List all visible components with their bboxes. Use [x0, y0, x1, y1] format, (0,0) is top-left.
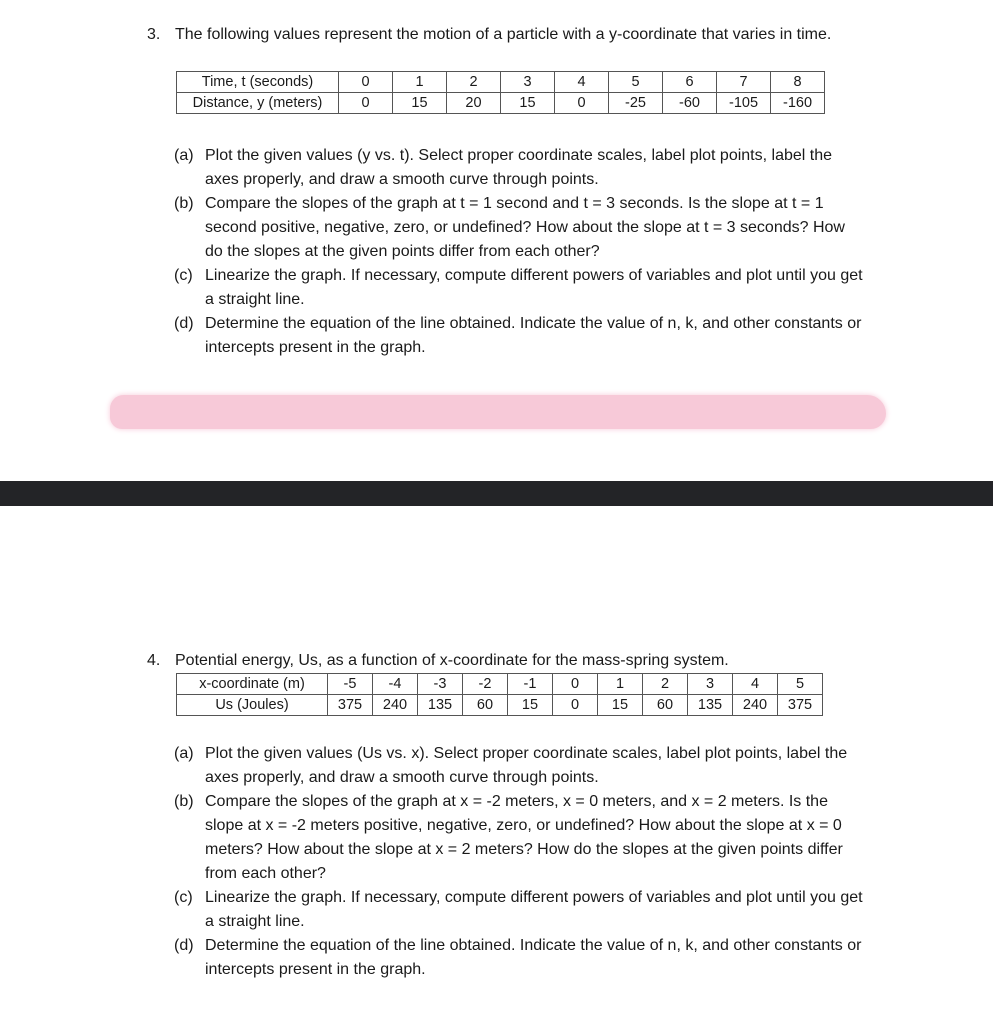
table-cell: 0 [339, 93, 393, 114]
table-cell: 135 [688, 695, 733, 716]
table-cell: 6 [663, 72, 717, 93]
table-cell: 20 [447, 93, 501, 114]
table-row [177, 695, 823, 716]
table-cell: 135 [418, 695, 463, 716]
table-cell: 375 [328, 695, 373, 716]
table-cell: 1 [598, 674, 643, 695]
problem-4-parts [174, 742, 864, 982]
table-cell: 3 [688, 674, 733, 695]
part-text: Compare the slopes of the graph at t = 1 second and t = 3 seconds. Is the slope at t = 1 second positive, negative, zero, or undefined? How about the slope at t = 3 seconds? How do the slopes at the given points differ from each other? [205, 195, 845, 260]
table-cell: -60 [663, 93, 717, 114]
part-label: (d) [174, 937, 194, 954]
table-cell: 7 [717, 72, 771, 93]
row-header: Distance, y (meters) [177, 93, 339, 114]
problem-number: 3. [147, 26, 161, 43]
data-table [176, 673, 823, 716]
problem-4-stem [147, 650, 867, 672]
table-cell: 3 [501, 72, 555, 93]
part-label: (c) [174, 889, 193, 906]
table-cell: -25 [609, 93, 663, 114]
table-row [177, 674, 823, 695]
table-cell: -2 [463, 674, 508, 695]
table-cell: -105 [717, 93, 771, 114]
table-cell: -1 [508, 674, 553, 695]
row-header: Time, t (seconds) [177, 72, 339, 93]
part-a [174, 144, 864, 192]
part-text: Compare the slopes of the graph at x = -2 meters, x = 0 meters, and x = 2 meters. Is the slope at x = -2 meters positive, negative, zero, or undefined? How about the slope at x = 0 meters? How about the slope at x = 2 meters? How do the slopes at the given points differ from each other? [205, 793, 843, 882]
part-text: Determine the equation of the line obtained. Indicate the value of n, k, and other constants or intercepts present in the graph. [205, 937, 862, 978]
table-cell: 240 [733, 695, 778, 716]
problem-statement: The following values represent the motion of a particle with a y-coordinate that varies in time. [175, 26, 832, 43]
row-header: Us (Joules) [177, 695, 328, 716]
table-cell: 0 [339, 72, 393, 93]
part-label: (d) [174, 315, 194, 332]
table-cell: 0 [553, 674, 598, 695]
problem-3-stem [147, 24, 867, 68]
table-cell: 2 [643, 674, 688, 695]
table-cell: 0 [553, 695, 598, 716]
part-c [174, 264, 864, 312]
table-cell: 15 [393, 93, 447, 114]
table-cell: 240 [373, 695, 418, 716]
part-label: (b) [174, 195, 194, 212]
data-table [176, 71, 825, 114]
part-text: Linearize the graph. If necessary, compute different powers of variables and plot until you get a straight line. [205, 267, 863, 308]
part-label: (a) [174, 147, 194, 164]
table-cell: -160 [771, 93, 825, 114]
part-label: (a) [174, 745, 194, 762]
table-cell: 0 [555, 93, 609, 114]
part-c [174, 886, 864, 934]
table-cell: 60 [643, 695, 688, 716]
problem-3-parts [174, 144, 864, 360]
part-a [174, 742, 864, 790]
part-b [174, 192, 864, 264]
pink-highlight-redaction [110, 395, 886, 429]
part-b [174, 790, 864, 886]
table-cell: 60 [463, 695, 508, 716]
table-cell: 15 [598, 695, 643, 716]
part-d [174, 312, 864, 360]
table-cell: 4 [733, 674, 778, 695]
table-cell: 8 [771, 72, 825, 93]
table-cell: -5 [328, 674, 373, 695]
table-cell: 1 [393, 72, 447, 93]
table-cell: 15 [508, 695, 553, 716]
problem-statement: Potential energy, Us, as a function of x-coordinate for the mass-spring system. [175, 652, 729, 669]
table-cell: -3 [418, 674, 463, 695]
table-cell: 4 [555, 72, 609, 93]
problem-number: 4. [147, 652, 161, 669]
table-cell: 375 [778, 695, 823, 716]
part-text: Linearize the graph. If necessary, compute different powers of variables and plot until you get a straight line. [205, 889, 863, 930]
table-cell: 2 [447, 72, 501, 93]
table-cell: -4 [373, 674, 418, 695]
part-d [174, 934, 864, 982]
part-text: Plot the given values (Us vs. x). Select proper coordinate scales, label plot points, label the axes properly, and draw a smooth curve through points. [205, 745, 848, 786]
divider-bar [0, 481, 993, 506]
part-label: (b) [174, 793, 194, 810]
part-text: Plot the given values (y vs. t). Select proper coordinate scales, label plot points, label the axes properly, and draw a smooth curve through points. [205, 147, 833, 188]
table-cell: 5 [609, 72, 663, 93]
row-header: x-coordinate (m) [177, 674, 328, 695]
table-cell: 5 [778, 674, 823, 695]
table-cell: 15 [501, 93, 555, 114]
table-row [177, 93, 825, 114]
table-row [177, 72, 825, 93]
part-label: (c) [174, 267, 193, 284]
part-text: Determine the equation of the line obtained. Indicate the value of n, k, and other constants or intercepts present in the graph. [205, 315, 862, 356]
